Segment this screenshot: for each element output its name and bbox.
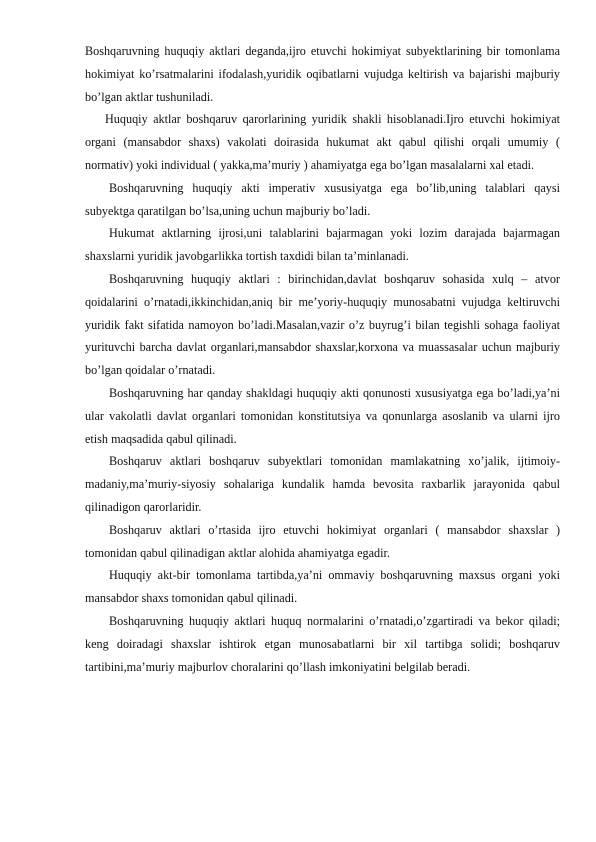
paragraph-5: Boshqaruvning huquqiy aktlari : birinchidan,davlat boshqaruv sohasida xulq – atvor qoidalarini o’rnatadi,ikkinchidan,aniq bir me’yoriy-huquqiy munosabatni vujudga keltiruvchi yuridik fakt sifatida namoyon bo’ladi.Masalan,vazir o’z buyrug’i bilan tegishli sohaga faoliyat yurituvchi barcha davlat organlari,mansabdor shaxslar,korxona va muassasalar uchun majburiy bo’lgan qoidalar o’rnatadi. bbox=[85, 271, 560, 378]
paragraph-1: Boshqaruvning huquqiy aktlari deganda,ijro etuvchi hokimiyat subyektlarining bir tomonlama hokimiyat ko’rsatmalarini ifodalash,yuridik oqibatlarni vujudga keltirish va bajarishi majburiy bo’lgan aktlar tushuniladi. bbox=[85, 44, 560, 104]
paragraph-10: Boshqaruvning huquqiy aktlari huquq normalarini o’rnatadi,o’zgartiradi va bekor qiladi; keng doiradagi shaxslar ishtirok etgan munosabatlarni bir xil tartibga solidi; boshqaruv tartibini,ma’muriy majburlov choralarini qo’llash imkoniyatini belgilab beradi. bbox=[85, 613, 560, 674]
paragraph-7: Boshqaruv aktlari boshqaruv subyektlari tomonidan mamlakatning xo’jalik, ijtimoiy-madaniy,ma’muriy-siyosiy sohalariga kundalik hamda bevosita raxbarlik jarayonida qabul qilinadigon qarorlaridir. bbox=[85, 454, 560, 514]
paragraph-2: Huquqiy aktlar boshqaruv qarorlarining yuridik shakli hisoblanadi.Ijro etuvchi hokimiyat organi (mansabdor shaxs) vakolati doirasida hukumat akt qabul qilishi orqali umumiy ( normativ) yoki individual ( yakka,ma’muriy ) ahamiyatga ega bo’lgan masalalarni xal etadi. bbox=[85, 112, 560, 172]
paragraph-6: Boshqaruvning har qanday shakldagi huquqiy akti qonunosti xususiyatga ega bo’ladi,ya’ni ular vakolatli davlat organlari tomonidan konstitutsiya va qonunlarga asoslanib va ularni ijro etish maqsadida qabul qilinadi. bbox=[85, 385, 560, 446]
paragraph-4: Hukumat aktlarning ijrosi,uni talablarini bajarmagan yoki lozim darajada bajarmagan shaxslarni yuridik javobgarlikka tortish taxdidi bilan ta’minlanadi. bbox=[85, 226, 560, 264]
paragraph-3: Boshqaruvning huquqiy akti imperativ xususiyatga ega bo’lib,uning talablari qaysi subyektga qaratilgan bo’lsa,uning uchun majburiy bo’ladi. bbox=[85, 180, 560, 218]
paragraph-9: Huquqiy akt-bir tomonlama tartibda,ya’ni ommaviy boshqaruvning maxsus organi yoki mansabdor shaxs tomonidan qabul qilinadi. bbox=[85, 568, 560, 606]
paragraph-8: Boshqaruv aktlari o’rtasida ijro etuvchi hokimiyat organlari ( mansabdor shaxslar ) tomonidan qabul qilinadigan aktlar alohida ahamiyatga egadir. bbox=[85, 522, 560, 560]
document-page bbox=[85, 40, 560, 678]
